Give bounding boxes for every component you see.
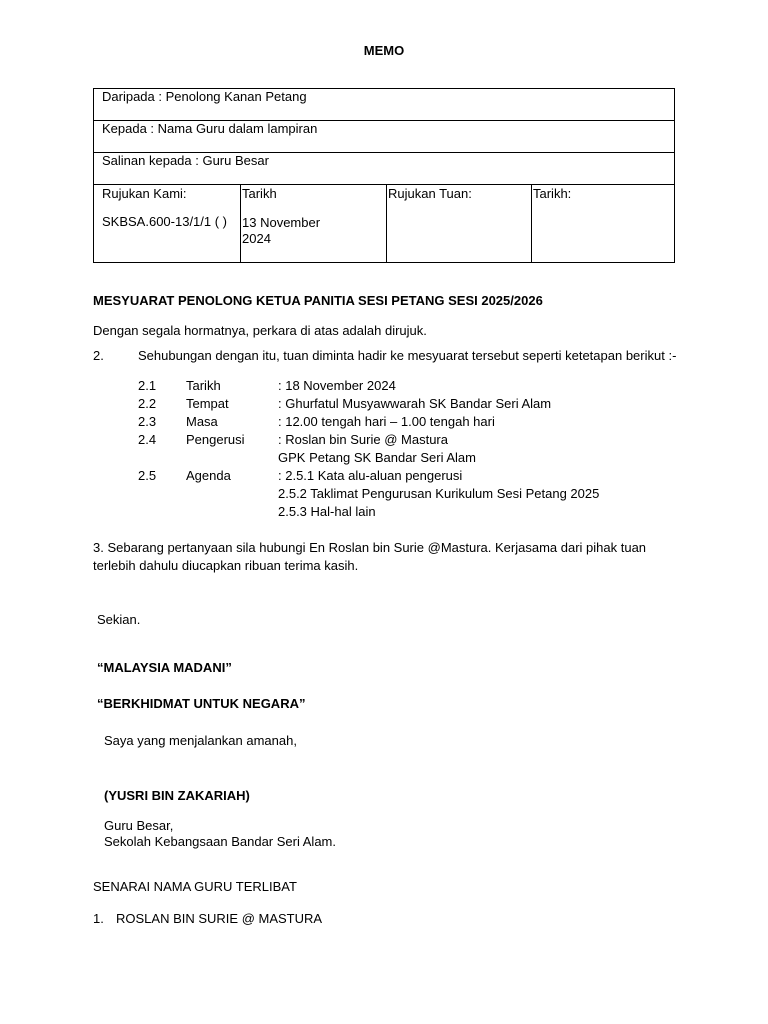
teacher-number: 1. (93, 911, 104, 926)
tarikh-label: Tarikh (242, 186, 277, 201)
detail-number: 2.3 (138, 414, 157, 429)
detail-label: Masa (186, 414, 218, 429)
detail-row (0, 413, 768, 431)
rujukan-tuan-label: Rujukan Tuan: (388, 186, 472, 201)
daripada-text: Daripada : Penolong Kanan Petang (102, 89, 307, 104)
detail-row (0, 449, 768, 467)
kepada-text: Kepada : Nama Guru dalam lampiran (102, 121, 318, 136)
detail-value: : Roslan bin Surie @ Mastura (278, 432, 448, 447)
tarikh-2-label: Tarikh: (533, 186, 572, 201)
slogan-malaysia-madani: “MALAYSIA MADANI” (97, 660, 232, 675)
detail-number: 2.5 (138, 468, 157, 483)
detail-label: Tempat (186, 396, 229, 411)
detail-row (0, 467, 768, 485)
sekian-text: Sekian. (97, 612, 141, 627)
teacher-name: ROSLAN BIN SURIE @ MASTURA (116, 911, 323, 926)
slogan-berkhidmat: “BERKHIDMAT UNTUK NEGARA” (97, 696, 306, 711)
detail-label: Tarikh (186, 378, 221, 393)
detail-row (0, 377, 768, 395)
cell-rujukan-tuan (386, 184, 531, 262)
teacher-list-title: SENARAI NAMA GURU TERLIBAT (93, 879, 297, 894)
header-row-salinan (94, 153, 674, 185)
detail-row (0, 431, 768, 449)
para-2: Sehubungan dengan itu, tuan diminta hadir ke mesyuarat tersebut seperti ketetapan berikut :- (138, 348, 677, 363)
detail-label: Agenda (186, 468, 231, 483)
rujukan-kami-value: SKBSA.600-13/1/1 ( ) (102, 214, 228, 229)
detail-number: 2.4 (138, 432, 157, 447)
para-3-line-2: terlebih dahulu diucapkan ribuan terima kasih. (93, 558, 359, 573)
header-row-kepada (94, 121, 674, 153)
detail-value: : Ghurfatul Musyawwarah SK Bandar Seri Alam (278, 396, 552, 411)
signatory-name: (YUSRI BIN ZAKARIAH) (104, 788, 250, 803)
detail-label: Pengerusi (186, 432, 245, 447)
signatory-title: Guru Besar, (104, 818, 174, 833)
detail-row (0, 395, 768, 413)
tarikh-value-line2: 2024 (242, 231, 271, 246)
rujukan-kami-label: Rujukan Kami: (102, 186, 187, 201)
amanah-text: Saya yang menjalankan amanah, (104, 733, 297, 748)
detail-value: : 12.00 tengah hari – 1.00 tengah hari (278, 414, 495, 429)
salinan-text: Salinan kepada : Guru Besar (102, 153, 269, 168)
memo-title: MEMO (363, 43, 405, 58)
detail-row (0, 503, 768, 521)
detail-number: 2.1 (138, 378, 157, 393)
detail-value: GPK Petang SK Bandar Seri Alam (278, 450, 476, 465)
teacher-list-item (0, 910, 768, 928)
cell-rujukan-kami (94, 184, 240, 262)
header-row-daripada (94, 89, 674, 121)
detail-value: 2.5.3 Hal-hal lain (278, 504, 376, 519)
memo-subject: MESYUARAT PENOLONG KETUA PANITIA SESI PETANG SESI 2025/2026 (93, 293, 543, 308)
memo-header-table (93, 88, 675, 263)
cell-tarikh (240, 184, 386, 262)
detail-value: 2.5.2 Taklimat Pengurusan Kurikulum Sesi Petang 2025 (278, 486, 600, 501)
detail-value: : 2.5.1 Kata alu-aluan pengerusi (278, 468, 463, 483)
signatory-organization: Sekolah Kebangsaan Bandar Seri Alam. (104, 834, 336, 849)
detail-value: : 18 November 2024 (278, 378, 396, 393)
detail-number: 2.2 (138, 396, 157, 411)
para-3-line-1: 3. Sebarang pertanyaan sila hubungi En Roslan bin Surie @Mastura. Kerjasama dari pihak tuan (93, 540, 647, 555)
para-1: Dengan segala hormatnya, perkara di atas adalah dirujuk. (93, 323, 427, 338)
cell-tarikh-2 (531, 184, 674, 262)
para-2-number: 2. (93, 348, 104, 363)
detail-row (0, 485, 768, 503)
tarikh-value-line1: 13 November (242, 215, 321, 230)
